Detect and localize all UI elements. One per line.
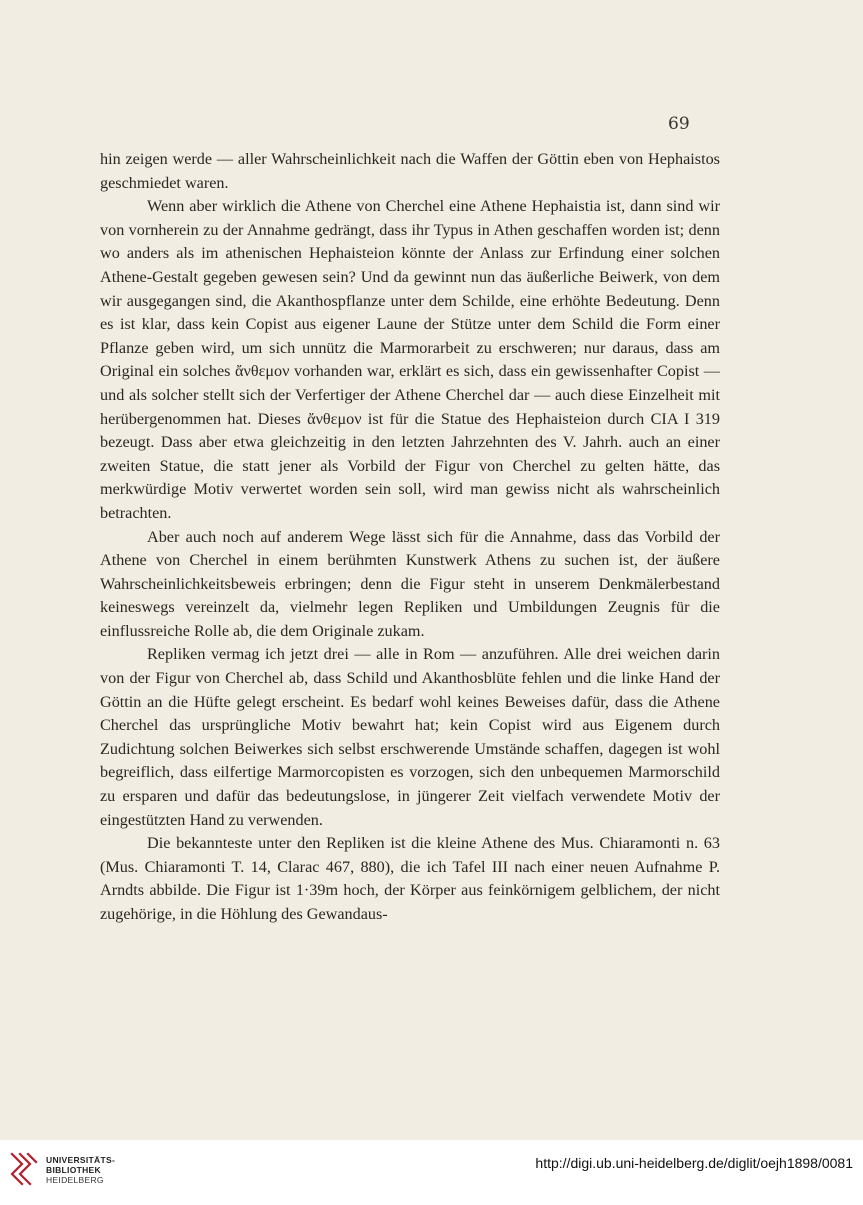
paragraph: Repliken vermag ich jetzt drei — alle in Rom — anzuführen. Alle drei weichen darin von der Figur von Cherchel ab, dass Schild und Akanthosblüte fehlen und die linke Hand der Göttin an die Hüfte gelegt erscheint. Es bedarf wohl keines Beweises dafür, dass die Athene Cherchel das ursprüngliche Motiv bewahrt hat; kein Copist wird aus Eigenem durch Zudichtung solchen Beiwerkes sich selbst erschwerende Umstände schaffen, dagegen ist wohl begreiflich, dass eilfertige Marmorcopisten es vorzogen, sich den unbequemen Marmorschild zu ersparen und dafür das bedeutungslose, in jüngerer Zeit vielfach verwendete Motiv der eingestützten Hand zu verwenden. [100,645,720,829]
library-name-line3: HEIDELBERG [46,1175,104,1185]
paragraph: hin zeigen werde — aller Wahrscheinlichkeit nach die Waffen der Göttin eben von Hephaistos geschmiedet waren. [100,150,720,192]
paragraph: Aber auch noch auf anderem Wege lässt sich für die Annahme, dass das Vorbild der Athene von Cherchel in einem berühmten Kunstwerk Athens zu suchen ist, der äußere Wahrscheinlichkeitsbeweis erbringen; denn die Figur steht in unserem Denkmälerbestand keineswegs vereinzelt da, vielmehr legen Repliken und Umbildungen Zeugnis für die einflussreiche Rolle ab, die dem Originale zukam. [100,527,720,640]
paragraph: Die bekannteste unter den Repliken ist die kleine Athene des Mus. Chiaramonti n. 63 (Mus. Chiaramonti T. 14, Clarac 467, 880), die ich Tafel III nach einer neuen Aufnahme P. Arndts abbilde. Die Figur ist 1·39m hoch, der Körper aus feinkörnigem gelblichem, der nicht zugehörige, in die Höhlung des Gewandaus- [100,834,720,923]
page-number: 69 [668,114,690,134]
library-logo[interactable] [8,1150,115,1190]
library-name-line2: BIBLIOTHEK [46,1165,101,1175]
library-name-line1: UNIVERSITÄTS- [46,1155,116,1165]
source-url-link[interactable]: http://digi.ub.uni-heidelberg.de/diglit/oejh1898/0081 [535,1155,853,1171]
body-text [100,148,720,927]
library-emblem-icon [8,1150,40,1190]
paragraph: Wenn aber wirklich die Athene von Cherchel eine Athene Hephaistia ist, dann sind wir von vornherein zu der Annahme gedrängt, dass ihr Typus in Athen geschaffen worden ist; denn wo anders als im athenischen Hephaisteion könnte der Anlass zur Erfindung einer solchen Athene-Gestalt gegeben gewesen sein? Und da gewinnt nun das äußerliche Beiwerk, von dem wir ausgegangen sind, die Akanthospflanze unter dem Schilde, eine erhöhte Bedeutung. Denn es ist klar, dass kein Copist aus eigener Laune der Stütze unter dem Schild die Form einer Pflanze geben wird, um sich unnütz die Marmorarbeit zu erschweren; nur daraus, dass am Original ein solches ἄνθεμον vorhanden war, erklärt es sich, dass ein gewissenhafter Copist — und als solcher stellt sich der Verfertiger der Athene Cherchel dar — auch diese Einzelheit mit herübergenommen hat. Dieses ἄνθεμον ist für die Statue des Hephaisteion durch CIA I 319 bezeugt. Dass aber etwa gleichzeitig in den letzten Jahrzehnten des V. Jahrh. auch an einer zweiten Statue, die statt jener als Vorbild der Figur von Cherchel zu gelten hätte, das merkwürdige Motiv verwertet worden sein soll, wird man gewiss nicht als wahrscheinlich betrachten. [100,197,720,522]
footer-bar [0,1140,863,1205]
